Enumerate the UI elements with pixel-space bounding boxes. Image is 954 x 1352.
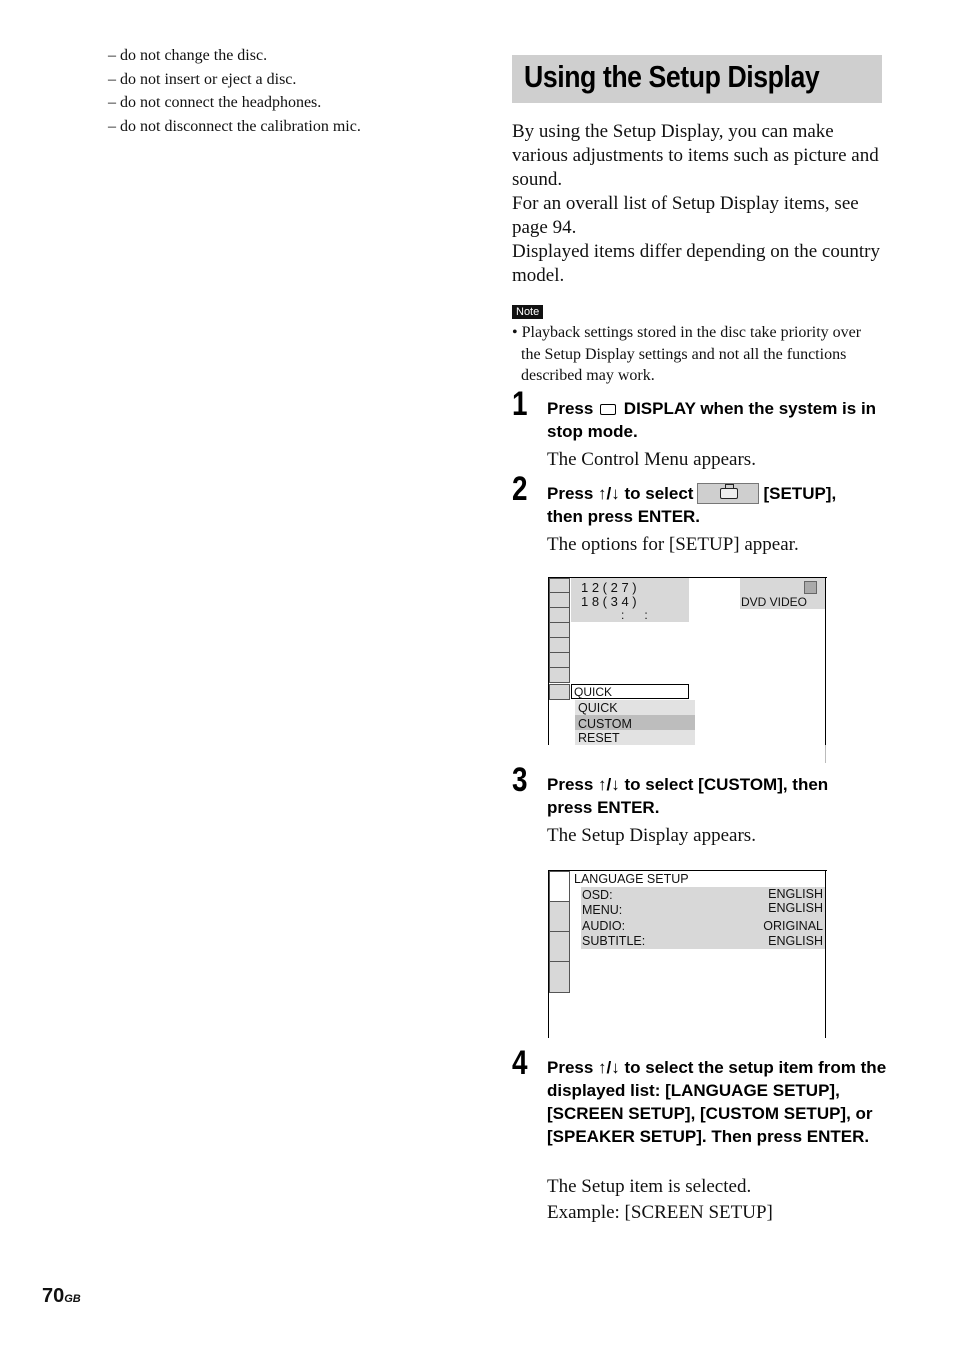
- dash-item: – do not connect the headphones.: [108, 94, 322, 111]
- disc-indicator-icon: [804, 581, 817, 594]
- intro-paragraph: Displayed items differ depending on the country model.: [512, 241, 880, 286]
- section-title: Using the Setup Display: [524, 59, 820, 94]
- step-heading: Press ↑/↓ to select the setup item from the displayed list: [LANGUAGE SETUP], [SCREEN SETUP], [CUSTOM SETUP], or [SPEAKER SETUP]. Then press ENTER.: [547, 1058, 887, 1146]
- step-heading-part: then press ENTER.: [547, 507, 701, 526]
- dash-item: – do not insert or eject a disc.: [108, 70, 297, 88]
- setting-value-menu[interactable]: ENGLISH: [768, 901, 823, 915]
- display-icon: [600, 404, 616, 415]
- setting-value-osd[interactable]: ENGLISH: [768, 887, 823, 901]
- step-description: The Setup Display appears.: [547, 825, 756, 846]
- setting-label-osd: OSD:: [582, 888, 613, 902]
- track-line-1: 1 2 ( 2 7 ): [581, 580, 637, 595]
- page-number-value: 70: [42, 1285, 65, 1307]
- setup-field: QUICK: [571, 684, 689, 699]
- disc-type-label: DVD VIDEO: [741, 595, 808, 609]
- intro-paragraph: For an overall list of Setup Display items, see page 94.: [512, 193, 859, 238]
- step-example: Example: [SCREEN SETUP]: [547, 1202, 773, 1223]
- step-heading: [547, 482, 885, 528]
- setting-value-subtitle[interactable]: ENGLISH: [768, 934, 823, 948]
- page-number: [42, 1285, 81, 1308]
- setting-value-audio[interactable]: ORIGINAL: [763, 919, 823, 933]
- language-setup-display: [548, 870, 828, 1038]
- step-number: 2: [512, 470, 528, 508]
- step-heading-part: [SETUP],: [763, 484, 837, 503]
- setting-label-menu: MENU:: [582, 903, 623, 917]
- note-text: • Playback settings stored in the disc take priority over the Setup Display settings and not all the functions described may work.: [512, 324, 862, 384]
- time-colons: : :: [621, 608, 648, 622]
- step-number: 1: [512, 385, 528, 423]
- control-menu-display: [548, 577, 828, 764]
- step-description: The Setup item is selected.: [547, 1176, 752, 1197]
- step-heading-part: DISPLAY when the system is in stop mode.: [547, 399, 877, 441]
- note-badge: Note: [512, 305, 543, 319]
- track-line-2: 1 8 ( 3 4 ): [581, 594, 637, 609]
- option-reset[interactable]: RESET: [578, 731, 620, 745]
- setup-header: LANGUAGE SETUP: [574, 872, 689, 886]
- dash-item: – do not change the disc.: [108, 47, 268, 64]
- page-number-suffix: GB: [64, 1293, 81, 1305]
- step-description: The options for [SETUP] appear.: [547, 534, 799, 555]
- section-title-bar: [512, 55, 882, 103]
- option-quick[interactable]: QUICK: [578, 701, 618, 715]
- intro-text: [512, 120, 884, 288]
- setting-label-audio: AUDIO:: [582, 919, 626, 933]
- step-description: The Control Menu appears.: [547, 449, 756, 470]
- dash-item: – do not disconnect the calibration mic.: [108, 117, 361, 135]
- option-custom[interactable]: CUSTOM: [578, 717, 632, 731]
- step-number: 3: [512, 761, 528, 799]
- step-heading: Press ↑/↓ to select [CUSTOM], then press ENTER.: [547, 775, 829, 817]
- step-number: 4: [512, 1044, 528, 1082]
- intro-paragraph: By using the Setup Display, you can make various adjustments to items such as picture and sound.: [512, 121, 879, 190]
- setting-label-subtitle: SUBTITLE:: [582, 934, 646, 948]
- step-heading: [547, 397, 885, 443]
- step-heading-part: Press: [547, 399, 594, 418]
- setup-toolbox-icon: [697, 483, 759, 504]
- step-heading-part: Press ↑/↓ to select: [547, 484, 694, 503]
- left-dash-list: [108, 46, 468, 137]
